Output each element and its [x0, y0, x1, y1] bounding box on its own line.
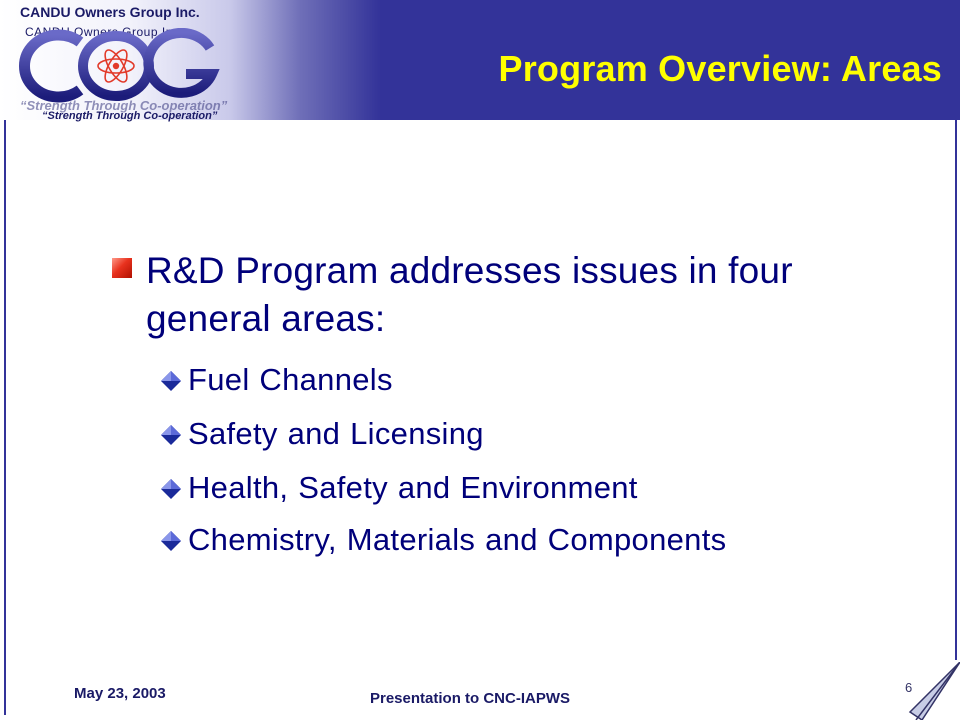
diamond-bullet-icon	[160, 478, 182, 500]
footer-presentation: Presentation to CNC-IAPWS	[370, 690, 571, 707]
main-bullet-text: R&D Program addresses issues in four general areas:	[146, 250, 793, 339]
diamond-bullet-icon	[160, 370, 182, 392]
cog-logo	[8, 28, 230, 104]
page-curl-icon	[896, 662, 960, 720]
tagline-ghost: “Strength Through Co-operation”	[20, 98, 228, 113]
org-name: CANDU Owners Group Inc.	[20, 4, 200, 20]
footer-date: May 23, 2003	[74, 685, 166, 702]
tagline: “Strength Through Co-operation”	[42, 110, 218, 122]
sub-bullet-text: Fuel Channels	[188, 362, 393, 397]
page-number: 6	[905, 680, 913, 695]
sub-bullet-text: Chemistry, Materials and Components	[188, 522, 727, 557]
diamond-bullet-icon	[160, 530, 182, 552]
frame-left-line	[4, 120, 6, 715]
org-name-ghost: CANDU Owners Group Inc.	[25, 25, 184, 39]
sub-bullet-text: Health, Safety and Environment	[188, 470, 638, 505]
diamond-bullet-icon	[160, 424, 182, 446]
frame-right-line	[955, 120, 957, 660]
square-bullet-icon	[112, 258, 132, 278]
slide-title: Program Overview: Areas	[498, 48, 942, 89]
sub-bullet-text: Safety and Licensing	[188, 416, 484, 451]
